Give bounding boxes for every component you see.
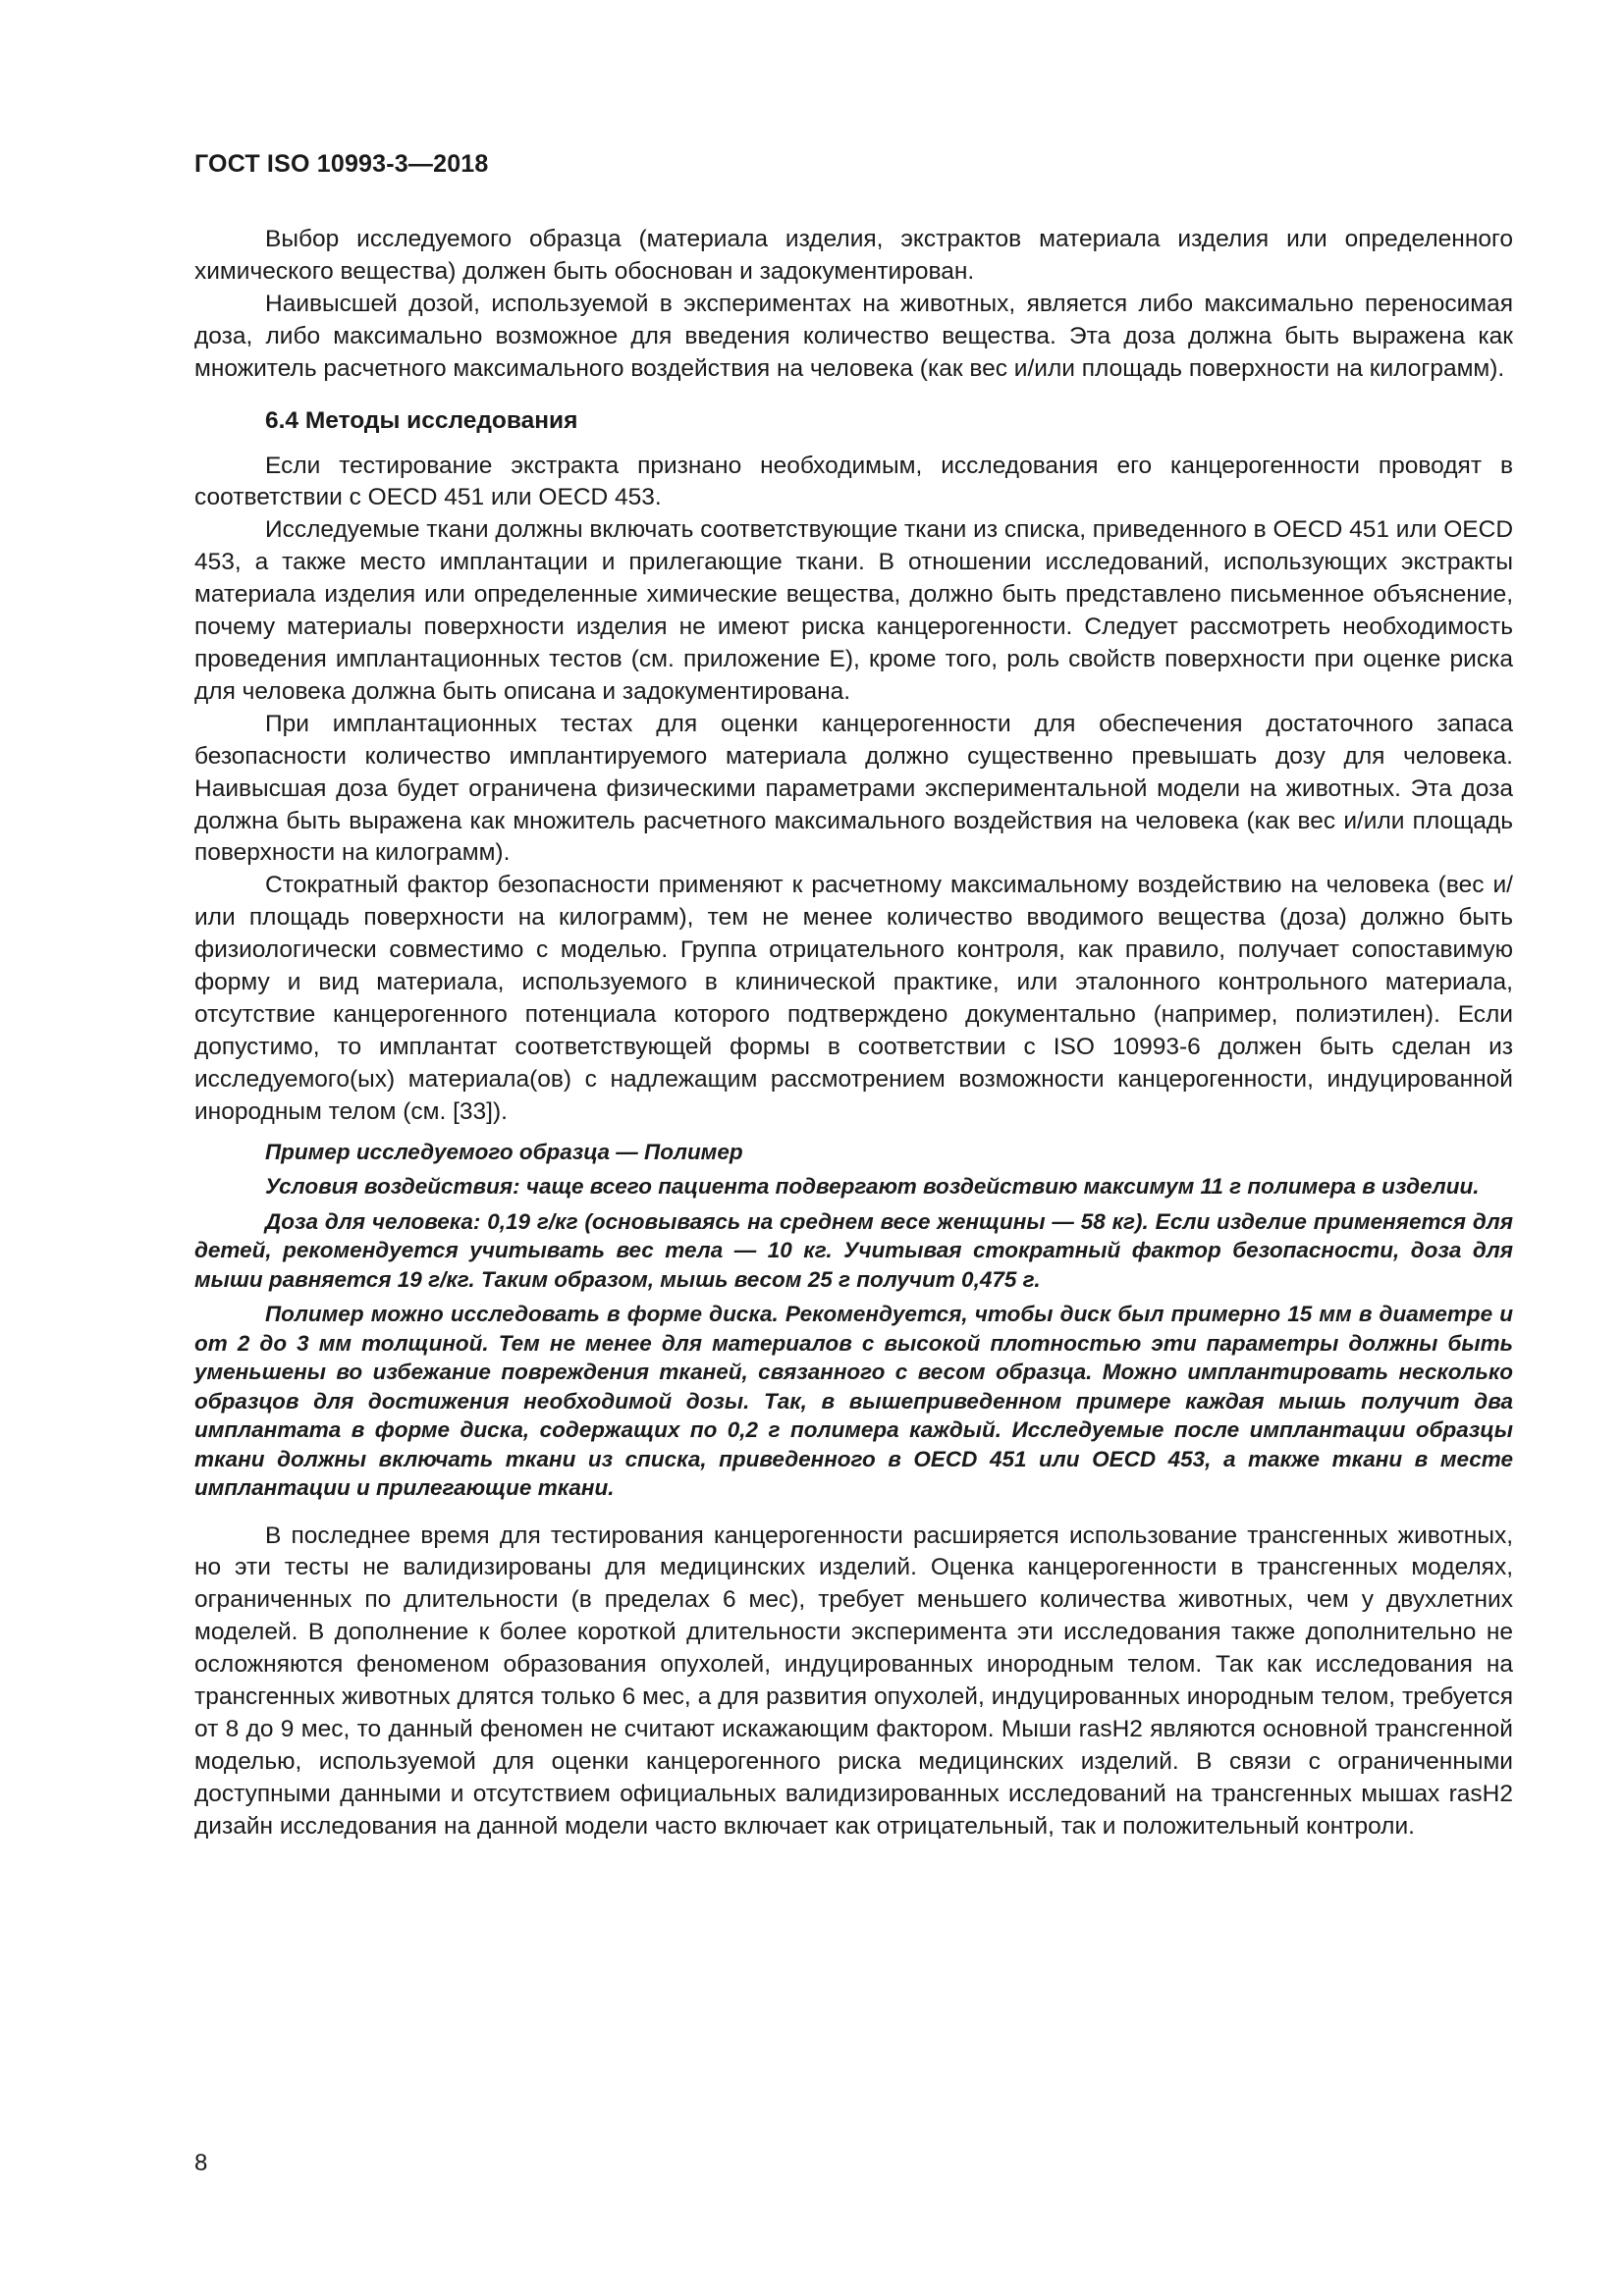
paragraph: Выбор исследуемого образца (материала изделия, экстрактов материала изделия или определенного химического вещества) должен быть обоснован и задокументирован.	[194, 226, 1513, 285]
paragraph: При имплантационных тестах для оценки канцерогенности для обеспечения достаточного запаса безопасности количество имплантируемого материала должно существенно превышать дозу для человека. Наивысшая доза будет ограничена физическими параметрами экспериментальной модели на животных. Эта доза должна быть выражена как множитель расчетного максимального воздействия на человека (как вес и/или площадь поверхности на килограмм).	[194, 710, 1513, 867]
document-body	[194, 224, 1513, 1843]
page-number: 8	[194, 2150, 208, 2176]
paragraph: Если тестирование экстракта признано необходимым, исследования его канцерогенности проводят в соответствии с OECD 451 или OECD 453.	[194, 452, 1513, 511]
section-title: 6.4 Методы исследования	[265, 406, 578, 434]
paragraph: В последнее время для тестирования канцерогенности расширяется использование трансгенных животных, но эти тесты не валидизированы для медицинских изделий. Оценка канцерогенности в трансгенных моделях, ограниченных по длительности (в пределах 6 мес), требует меньшего количества животных, чем у двухлетних моделей. В дополнение к более короткой длительности эксперимента эти исследования также дополнительно не осложняются феноменом образования опухолей, индуцированных инородным телом. Так как исследования на трансгенных животных длятся только 6 мес, а для развития опухолей, индуцированных инородным телом, требуется от 8 до 9 мес, то данный феномен не считают искажающим фактором. Мыши rasH2 являются основной трансгенной моделью, используемой для оценки канцерогенного риска медицинских изделий. В связи с ограниченными доступными данными и отсутствием официальных валидизированных исследований на трансгенных мышах rasH2 дизайн исследования на данной модели часто включает как отрицательный, так и положительный контроли.	[194, 1522, 1513, 1840]
paragraph: Наивысшей дозой, используемой в экспериментах на животных, является либо максимально переносимая доза, либо максимально возможное для введения количество вещества. Эта доза должна быть выражена как множитель расчетного максимального воздействия на человека (как вес и/или площадь поверхности на килограмм).	[194, 290, 1513, 382]
paragraph: Стократный фактор безопасности применяют к расчетному максимальному воздействию на человека (вес и/или площадь поверхности на килограмм), тем не менее количество вводимого вещества (доза) должно быть физиологически совместимо с моделью. Группа отрицательного контроля, как правило, получает сопоставимую форму и вид материала, используемого в клинической практике, или эталонного контрольного материала, отсутствие канцерогенного потенциала которого подтверждено документально (например, полиэтилен). Если допустимо, то имплантат соответствующей формы в соответствии с ISO 10993-6 должен быть сделан из исследуемого(ых) материала(ов) с надлежащим рассмотрением возможности канцерогенности, индуцированной инородным телом (см. [33]).	[194, 872, 1513, 1125]
example-conditions: Условия воздействия: чаще всего пациента подвергают воздействию максимум 11 г полимера в изделии.	[265, 1174, 1480, 1200]
paragraph: Исследуемые ткани должны включать соответствующие ткани из списка, приведенного в OECD 451 или OECD 453, а также место имплантации и прилегающие ткани. В отношении исследований, использующих экстракты материала изделия или определенные химические вещества, должно быть представлено письменное объяснение, почему материалы поверхности изделия не имеют риска канцерогенности. Следует рассмотреть необходимость проведения имплантационных тестов (см. приложение Е), кроме того, роль свойств поверхности при оценке риска для человека должна быть описана и задокументирована.	[194, 516, 1514, 705]
example-dose: Доза для человека: 0,19 г/кг (основываясь на среднем весе женщины — 58 кг). Если изделие применяется для детей, рекомендуется учитывать вес тела — 10 кг. Учитывая стократный фактор безопасности, доза для мыши равняется 19 г/кг. Таким образом, мышь весом 25 г получит 0,475 г.	[194, 1208, 1513, 1292]
example-disk: Полимер можно исследовать в форме диска. Рекомендуется, чтобы диск был примерно 15 мм в диаметре и от 2 до 3 мм толщиной. Тем не менее для материалов с высокой плотностью эти параметры должны быть уменьшены во избежание повреждения тканей, связанного с весом образца. Можно имплантировать несколько образцов для достижения необходимой дозы. Так, в вышеприведенном примере каждая мышь получит два имплантата в форме диска, содержащих по 0,2 г полимера каждый. Исследуемые после имплантации образцы ткани должны включать ткани из списка, приведенного в OECD 451 или OECD 453, а также ткани в месте имплантации и прилегающие ткани.	[194, 1302, 1513, 1501]
document-header: ГОСТ ISO 10993-3—2018	[194, 150, 489, 178]
example-title: Пример исследуемого образца — Полимер	[265, 1139, 743, 1164]
